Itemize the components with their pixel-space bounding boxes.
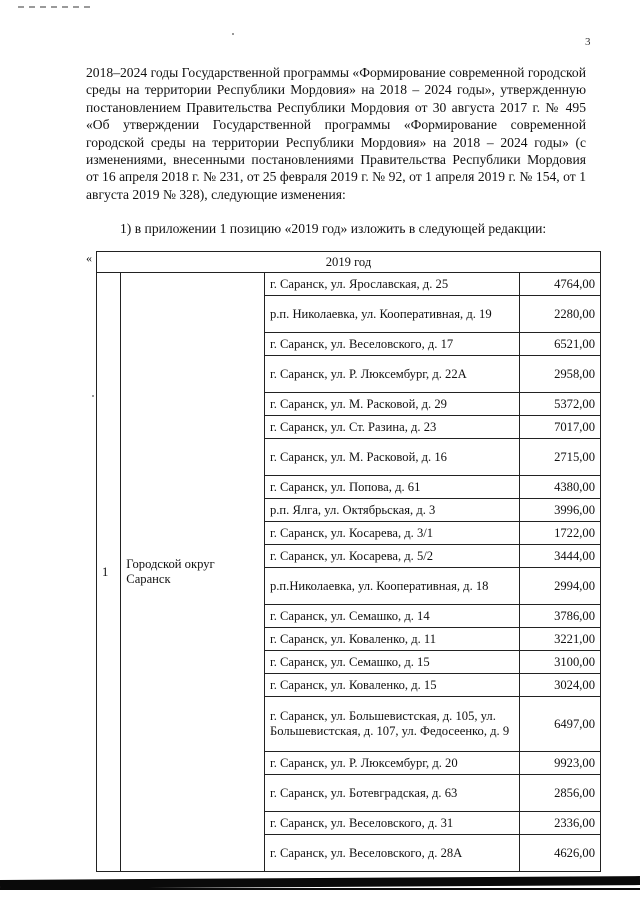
amount-cell: 3996,00 <box>519 499 600 522</box>
amount-cell: 2336,00 <box>519 812 600 835</box>
address-cell: г. Саранск, ул. Веселовского, д. 28А <box>264 835 519 872</box>
amount-cell: 3786,00 <box>519 605 600 628</box>
table-header-row <box>97 252 601 273</box>
amount-cell: 3221,00 <box>519 628 600 651</box>
amount-cell: 2715,00 <box>519 439 600 476</box>
address-cell: г. Саранск, ул. Ст. Разина, д. 23 <box>264 416 519 439</box>
amount-cell: 6521,00 <box>519 333 600 356</box>
amount-cell: 2958,00 <box>519 356 600 393</box>
intro-paragraph: 2018–2024 годы Государственной программы «Формирование современной городской среды на территории Республики Мордовия» на 2018 – 2024 годы», утвержденную постановлением Правительства Республики Мордовия от 30 августа 2017 г. № 495 «Об утверждении Государственной программы «Формирование современной городской среды на территории Республики Мордовия» на 2018 – 2024 годы» (с изменениями, внесенными постановлениями Правительства Республики Мордовия от 16 апреля 2018 г. № 231, от 25 февраля 2019 г. № 92, от 1 апреля 2019 г. № 154, от 1 августа 2019 № 328), следующие изменения: <box>86 65 586 202</box>
amount-cell: 4626,00 <box>519 835 600 872</box>
amount-cell: 4380,00 <box>519 476 600 499</box>
amount-cell: 5372,00 <box>519 393 600 416</box>
address-cell: г. Саранск, ул. М. Расковой, д. 29 <box>264 393 519 416</box>
opening-quote: « <box>86 251 92 265</box>
amount-cell: 7017,00 <box>519 416 600 439</box>
address-cell: г. Саранск, ул. Р. Люксембург, д. 20 <box>264 752 519 775</box>
address-cell: г. Саранск, ул. Семашко, д. 15 <box>264 651 519 674</box>
amount-cell: 1722,00 <box>519 522 600 545</box>
scan-edge-line <box>0 888 640 890</box>
scan-speck <box>232 33 234 35</box>
address-cell: р.п. Николаевка, ул. Кооперативная, д. 19 <box>264 296 519 333</box>
address-cell: р.п.Николаевка, ул. Кооперативная, д. 18 <box>264 568 519 605</box>
amendment-item: 1) в приложении 1 позицию «2019 год» изложить в следующей редакции: <box>120 221 547 236</box>
address-cell: г. Саранск, ул. Коваленко, д. 11 <box>264 628 519 651</box>
municipality-cell: Городской округ Саранск <box>121 273 265 872</box>
amount-cell: 3100,00 <box>519 651 600 674</box>
scan-speck <box>92 395 94 397</box>
amount-cell: 4764,00 <box>519 273 600 296</box>
amount-cell: 9923,00 <box>519 752 600 775</box>
address-cell: г. Саранск, ул. Большевистская, д. 105, ул. Большевистская, д. 107, ул. Федосеенко, д. 9 <box>264 697 519 752</box>
scan-artifact <box>18 6 90 8</box>
amount-cell: 2856,00 <box>519 775 600 812</box>
address-cell: г. Саранск, ул. Веселовского, д. 17 <box>264 333 519 356</box>
address-cell: г. Саранск, ул. Семашко, д. 14 <box>264 605 519 628</box>
address-cell: р.п. Ялга, ул. Октябрьская, д. 3 <box>264 499 519 522</box>
address-cell: г. Саранск, ул. Косарева, д. 5/2 <box>264 545 519 568</box>
amount-cell: 2280,00 <box>519 296 600 333</box>
address-cell: г. Саранск, ул. Р. Люксембург, д. 22А <box>264 356 519 393</box>
table-row <box>97 273 601 296</box>
amount-cell: 6497,00 <box>519 697 600 752</box>
address-cell: г. Саранск, ул. Коваленко, д. 15 <box>264 674 519 697</box>
address-cell: г. Саранск, ул. М. Расковой, д. 16 <box>264 439 519 476</box>
address-cell: г. Саранск, ул. Веселовского, д. 31 <box>264 812 519 835</box>
amount-cell: 2994,00 <box>519 568 600 605</box>
address-cell: г. Саранск, ул. Попова, д. 61 <box>264 476 519 499</box>
address-cell: г. Саранск, ул. Ботевградская, д. 63 <box>264 775 519 812</box>
year-header: 2019 год <box>97 252 601 273</box>
page-number: 3 <box>585 36 591 48</box>
address-cell: г. Саранск, ул. Косарева, д. 3/1 <box>264 522 519 545</box>
address-cell: г. Саранск, ул. Ярославская, д. 25 <box>264 273 519 296</box>
amount-cell: 3444,00 <box>519 545 600 568</box>
row-number-cell: 1 <box>97 273 121 872</box>
positions-table <box>96 251 601 872</box>
amount-cell: 3024,00 <box>519 674 600 697</box>
